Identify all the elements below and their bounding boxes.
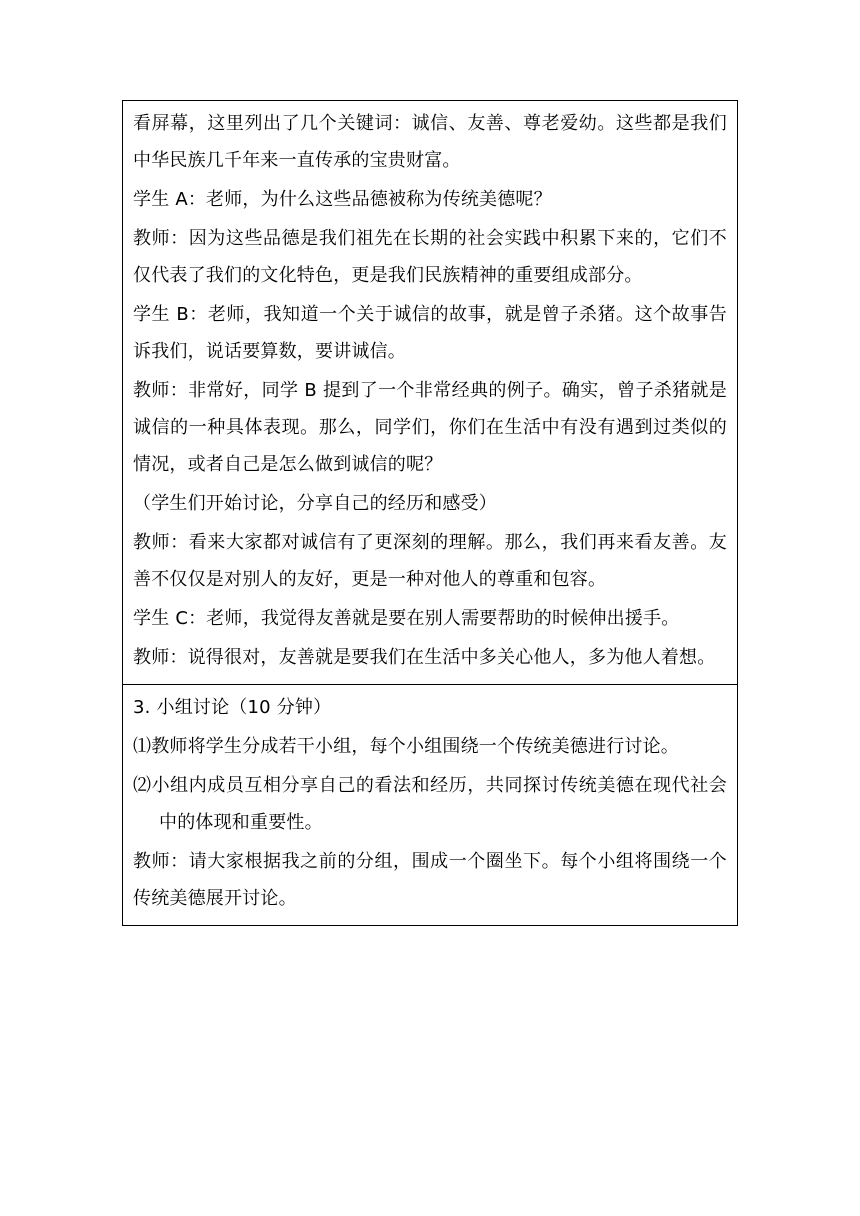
dialogue-paragraph: 教师：因为这些品德是我们祖先在长期的社会实践中积累下来的，它们不仅代表了我们的文化特色，更是我们民族精神的重要组成部分。 bbox=[133, 228, 727, 286]
dialogue-paragraph: 学生 C：老师，我觉得友善就是要在别人需要帮助的时候伸出援手。 bbox=[133, 608, 680, 629]
dialogue-paragraph: 教师：看来大家都对诚信有了更深刻的理解。那么，我们再来看友善。友善不仅仅是对别人的友好，更是一种对他人的尊重和包容。 bbox=[133, 532, 727, 590]
list-item: ⑵小组内成员互相分享自己的看法和经历，共同探讨传统美德在现代社会中的体现和重要性。 bbox=[133, 775, 727, 833]
dialogue-paragraph: （学生们开始讨论，分享自己的经历和感受） bbox=[133, 493, 497, 514]
group-discussion-cell bbox=[123, 685, 737, 925]
dialogue-paragraph: 教师：非常好，同学 B 提到了一个非常经典的例子。确实，曾子杀猪就是诚信的一种具体表现。那么，同学们，你们在生活中有没有遇到过类似的情况，或者自己是怎么做到诚信的呢？ bbox=[133, 380, 727, 475]
dialogue-paragraph: 学生 B：老师，我知道一个关于诚信的故事，就是曾子杀猪。这个故事告诉我们，说话要算数，要讲诚信。 bbox=[133, 304, 727, 362]
dialogue-paragraph: 教师：说得很对，友善就是要我们在生活中多关心他人，多为他人着想。 bbox=[133, 647, 716, 668]
dialogue-paragraph: 看屏幕，这里列出了几个关键词：诚信、友善、尊老爱幼。这些都是我们中华民族几千年来一直传承的宝贵财富。 bbox=[133, 113, 727, 171]
lesson-table bbox=[122, 100, 738, 926]
list-item: ⑴教师将学生分成若干小组，每个小组围绕一个传统美德进行讨论。 bbox=[133, 736, 679, 757]
closing-paragraph: 教师：请大家根据我之前的分组，围成一个圈坐下。每个小组将围绕一个传统美德展开讨论。 bbox=[133, 851, 727, 909]
dialogue-paragraph: 学生 A：老师，为什么这些品德被称为传统美德呢？ bbox=[133, 189, 552, 210]
dialogue-cell bbox=[123, 101, 737, 685]
section-heading: 3. 小组讨论（10 分钟） bbox=[133, 697, 332, 718]
